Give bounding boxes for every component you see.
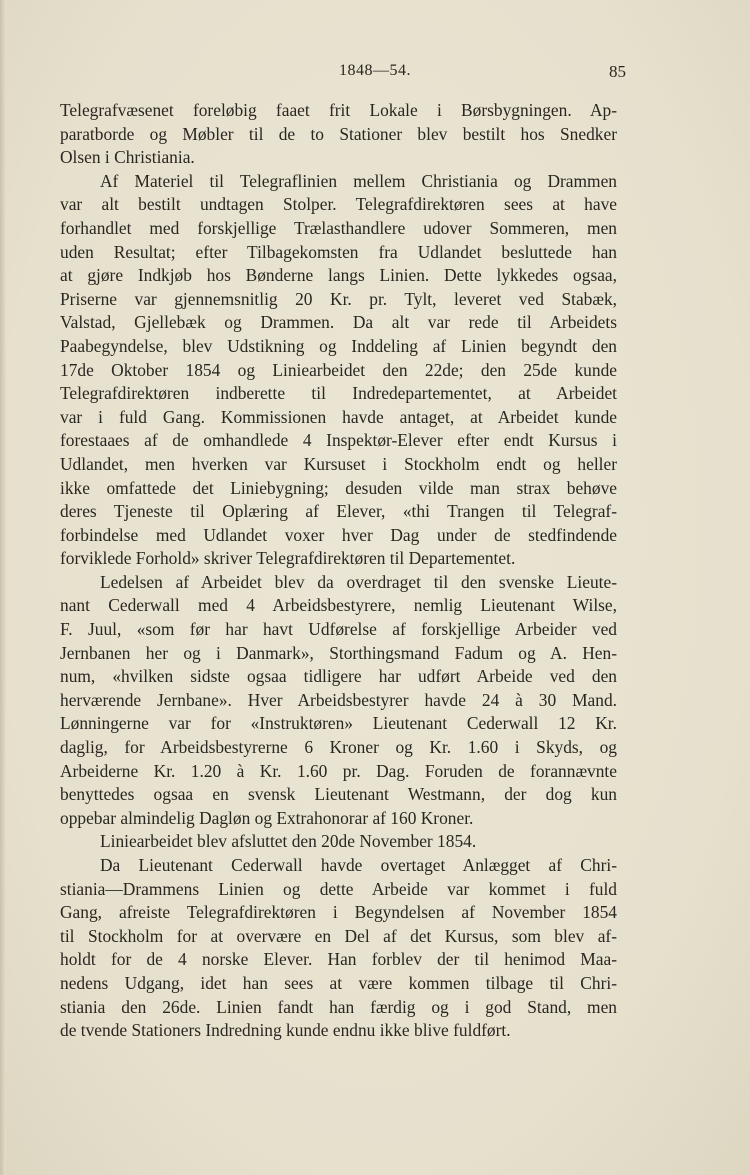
text-line: Liniearbeidet blev afsluttet den 20de November 1854. — [100, 831, 477, 852]
text-line: daglig, for Arbeidsbestyrerne 6 Kroner og Kr. 1.60 i Skyds, og — [60, 737, 617, 758]
text-line: uden Resultat; efter Tilbagekomsten fra Udlandet besluttede han — [60, 241, 617, 262]
text-line: nedens Udgang, idet han sees at være kommen tilbage til Chri- — [60, 972, 617, 993]
text-line: paratborde og Møbler til de to Stationer blev bestilt hos Snedker — [60, 123, 617, 144]
text-line: forviklede Forhold» skriver Telegrafdirektøren til Departementet. — [60, 548, 516, 569]
text-line: stiania den 26de. Linien fandt han færdig og i god Stand, men — [60, 996, 617, 1017]
text-line: Olsen i Christiania. — [60, 147, 195, 168]
text-line: nant Cederwall med 4 Arbeidsbestyrere, nemlig Lieutenant Wilse, — [60, 595, 617, 616]
text-line: num, «hvilken sidste ogsaa tidligere har udført Arbeide ved den — [60, 666, 617, 687]
page-edge-shadow — [0, 0, 6, 1175]
text-line: Lønningerne var for «Instruktøren» Lieutenant Cederwall 12 Kr. — [60, 713, 617, 734]
text-line: oppebar almindelig Dagløn og Extrahonorar af 160 Kroner. — [60, 807, 474, 828]
text-line: holdt for de 4 norske Elever. Han forblev der til henimod Maa- — [60, 949, 617, 970]
text-line: Gang, afreiste Telegrafdirektøren i Begyndelsen af November 1854 — [60, 902, 617, 923]
text-line: Telegrafdirektøren indberette til Indredepartementet, at Arbeidet — [60, 383, 617, 404]
text-line: Da Lieutenant Cederwall havde overtaget Anlægget af Chri- — [100, 855, 617, 875]
text-line: benyttedes ogsaa en svensk Lieutenant Westmann, der dog kun — [60, 784, 617, 805]
page-number: 85 — [609, 62, 626, 81]
text-line: Udlandet, men hverken var Kursuset i Stockholm endt og heller — [60, 453, 617, 474]
text-line: Valstad, Gjellebæk og Drammen. Da alt var rede til Arbeidets — [60, 312, 617, 333]
text-line: Priserne var gjennemsnitlig 20 Kr. pr. Tylt, leveret ved Stabæk, — [60, 288, 617, 309]
text-line: 17de Oktober 1854 og Liniearbeidet den 22de; den 25de kunde — [60, 359, 617, 380]
text-line: stiania—Drammens Linien og dette Arbeide var kommet i fuld — [60, 878, 617, 899]
text-line: ikke omfattede det Liniebygning; desuden vilde man strax behøve — [60, 477, 617, 498]
text-line: Paabegyndelse, blev Udstikning og Inddeling af Linien begyndt den — [60, 335, 617, 356]
text-line: Af Materiel til Telegraflinien mellem Christiania og Drammen — [100, 170, 617, 191]
text-line: forestaaes af de omhandlede 4 Inspektør-Elever efter endt Kursus i — [60, 430, 617, 451]
text-line: Arbeiderne Kr. 1.20 à Kr. 1.60 pr. Dag. Foruden de forannævnte — [60, 760, 617, 781]
text-line: forbindelse med Udlandet voxer hver Dag under de stedfindende — [60, 524, 617, 545]
text-line: herværende Jernbane». Hver Arbeidsbestyrer havde 24 à 30 Mand. — [60, 689, 617, 710]
text-line: forhandlet med forskjellige Trælasthandlere udover Sommeren, men — [60, 217, 617, 238]
text-line: at gjøre Indkjøb hos Bønderne langs Linien. Dette lykkedes ogsaa, — [60, 265, 617, 286]
text-line: de tvende Stationers Indredning kunde endnu ikke blive fuldført. — [60, 1020, 511, 1041]
text-line: til Stockholm for at overvære en Del af det Kursus, som blev af- — [60, 925, 617, 946]
text-line: var i fuld Gang. Kommissionen havde antaget, at Arbeidet kunde — [60, 406, 617, 427]
text-line: Jernbanen her og i Danmark», Storthingsmand Fadum og A. Hen- — [60, 642, 617, 663]
text-line: var alt bestilt undtagen Stolper. Telegrafdirektøren sees at have — [60, 194, 617, 215]
text-line: Telegrafvæsenet foreløbig faaet frit Lokale i Børsbygningen. Ap- — [60, 100, 617, 120]
running-title: 1848—54. — [339, 62, 411, 79]
text-line: Ledelsen af Arbeidet blev da overdraget til den svenske Lieute- — [100, 571, 617, 592]
text-line: deres Tjeneste til Oplæring af Elever, «thi Trangen til Telegraf- — [60, 501, 617, 522]
body-text — [60, 99, 617, 1043]
text-line: F. Juul, «som før har havt Udførelse af forskjellige Arbeider ved — [60, 619, 617, 640]
